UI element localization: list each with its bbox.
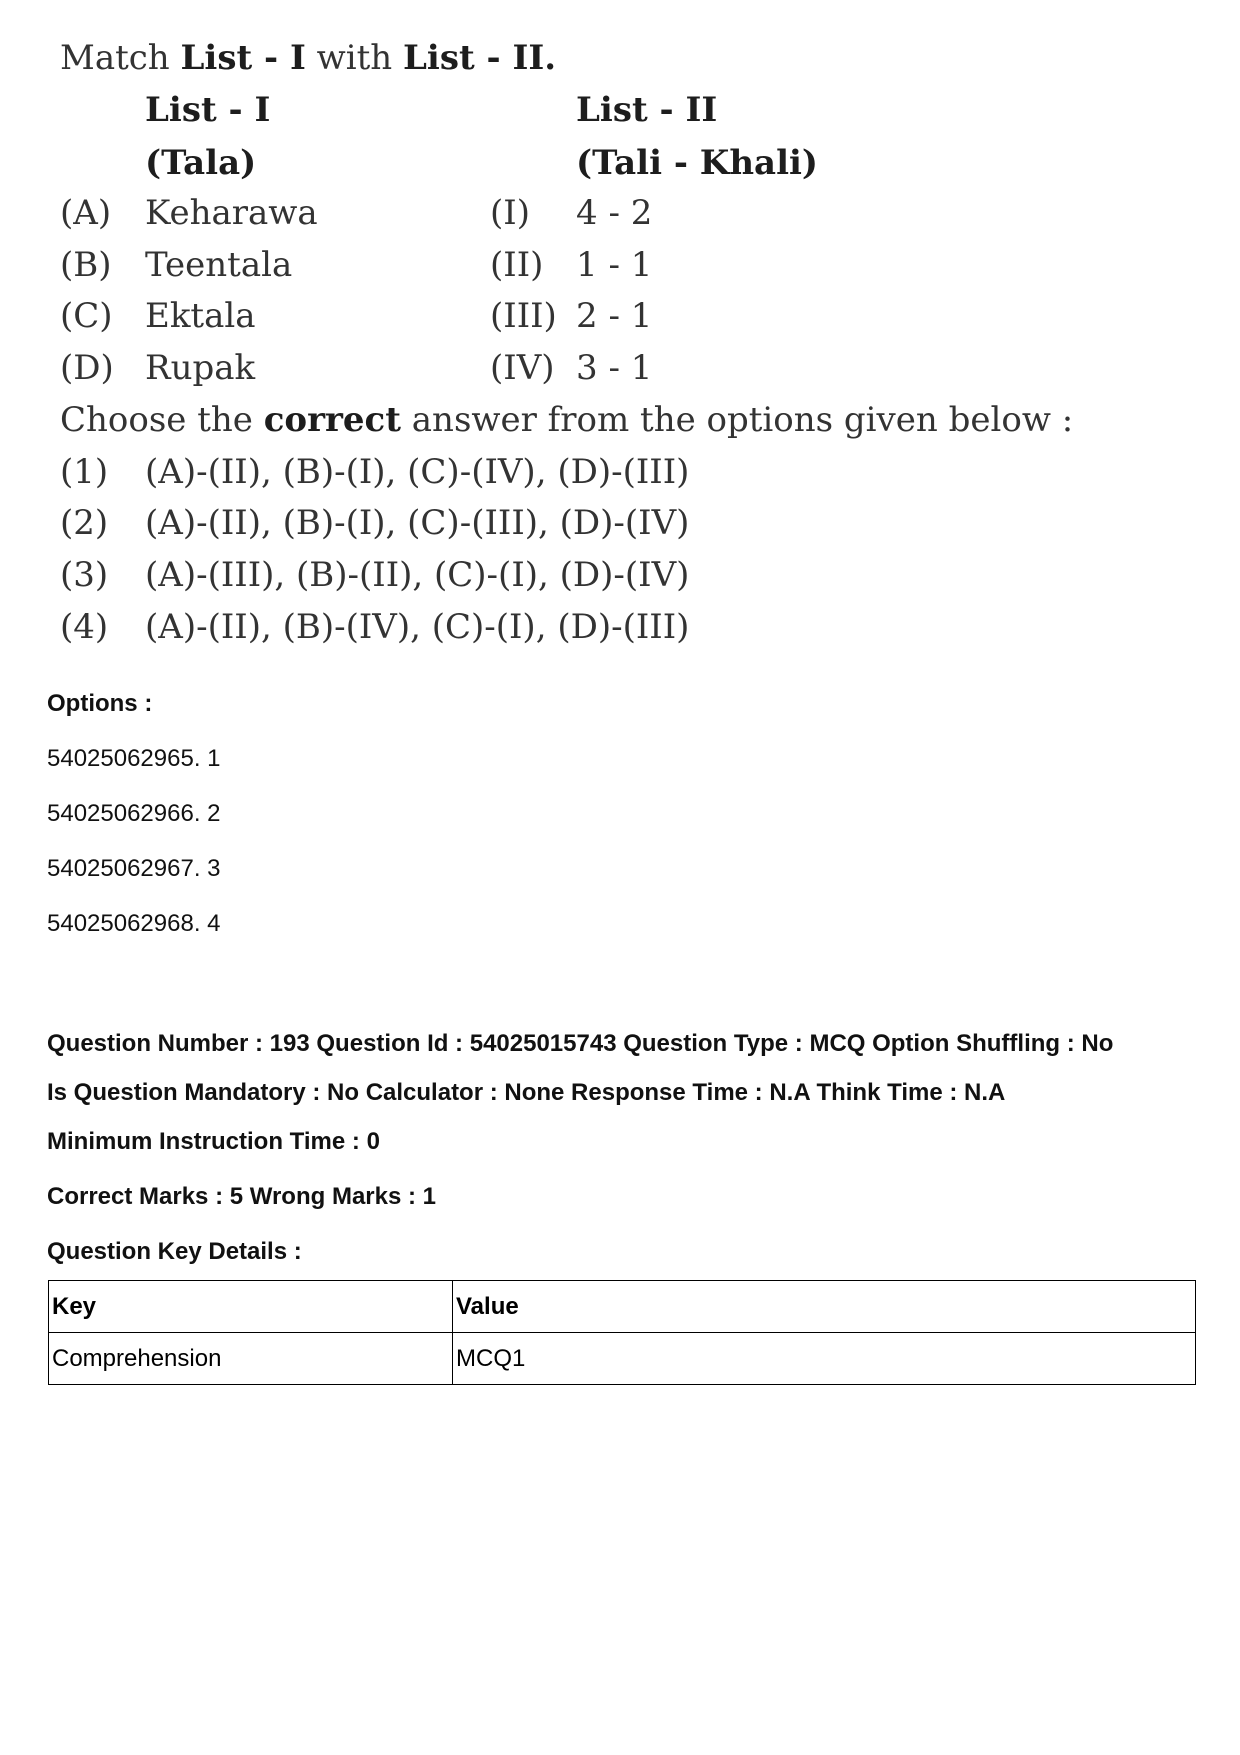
option-item: 54025062966. 2 (47, 800, 221, 827)
list1-label: (C) (60, 296, 113, 336)
question-intro (60, 38, 556, 78)
question-meta-line2: Is Question Mandatory : No Calculator : None Response Time : N.A Think Time : N.A (47, 1079, 1006, 1106)
choice-text: (A)-(III), (B)-(II), (C)-(I), (D)-(IV) (145, 555, 690, 595)
list1-label: (B) (60, 245, 112, 285)
list2-item: 3 - 1 (576, 348, 653, 388)
cell-value: MCQ1 (453, 1333, 1196, 1385)
choice-text: (A)-(II), (B)-(I), (C)-(III), (D)-(IV) (145, 503, 690, 543)
list2-label: (III) (490, 296, 557, 336)
list2-item: 2 - 1 (576, 296, 653, 336)
choose-prefix: Choose the (60, 400, 264, 440)
list2-subheader: (Tali - Khali) (576, 143, 819, 183)
list2-item: 4 - 2 (576, 193, 653, 233)
list1-item: Teentala (145, 245, 293, 285)
list1-subheader: (Tala) (145, 143, 257, 183)
choose-instruction (60, 400, 1073, 440)
list1-item: Ektala (145, 296, 256, 336)
list2-item: 1 - 1 (576, 245, 653, 285)
marks-line: Correct Marks : 5 Wrong Marks : 1 (47, 1183, 437, 1210)
option-item: 54025062968. 4 (47, 910, 221, 937)
choose-suffix: answer from the options given below : (400, 400, 1074, 440)
choice-text: (A)-(II), (B)-(I), (C)-(IV), (D)-(III) (145, 452, 690, 492)
list2-header: List - II (576, 90, 718, 130)
list1-item: Rupak (145, 348, 256, 388)
key-details-table (48, 1280, 1196, 1385)
list2-label: (II) (490, 245, 544, 285)
question-image (0, 0, 1240, 680)
list1-header: List - I (145, 90, 271, 130)
question-meta-line1: Question Number : 193 Question Id : 54025015743 Question Type : MCQ Option Shuffling : No (47, 1030, 1114, 1057)
choice-text: (A)-(II), (B)-(IV), (C)-(I), (D)-(III) (145, 607, 690, 647)
option-item: 54025062967. 3 (47, 855, 221, 882)
key-details-label: Question Key Details : (47, 1238, 302, 1265)
intro-prefix: Match (60, 38, 181, 78)
header-value: Value (453, 1281, 1196, 1333)
list2-label: (I) (490, 193, 530, 233)
list1-item: Keharawa (145, 193, 318, 233)
list1-label: (A) (60, 193, 112, 233)
table-header-row (49, 1281, 1196, 1333)
choose-bold: correct (263, 400, 401, 440)
intro-with: with (305, 38, 404, 78)
choice-number: (1) (60, 452, 109, 492)
choice-number: (3) (60, 555, 109, 595)
intro-list2: List - II. (403, 38, 557, 78)
option-item: 54025062965. 1 (47, 745, 221, 772)
header-key: Key (49, 1281, 453, 1333)
cell-key: Comprehension (49, 1333, 453, 1385)
options-label: Options : (47, 690, 153, 717)
list1-label: (D) (60, 348, 114, 388)
intro-list1: List - I (180, 38, 306, 78)
list2-label: (IV) (490, 348, 555, 388)
question-meta-line3: Minimum Instruction Time : 0 (47, 1128, 380, 1155)
table-row (49, 1333, 1196, 1385)
choice-number: (2) (60, 503, 109, 543)
choice-number: (4) (60, 607, 109, 647)
